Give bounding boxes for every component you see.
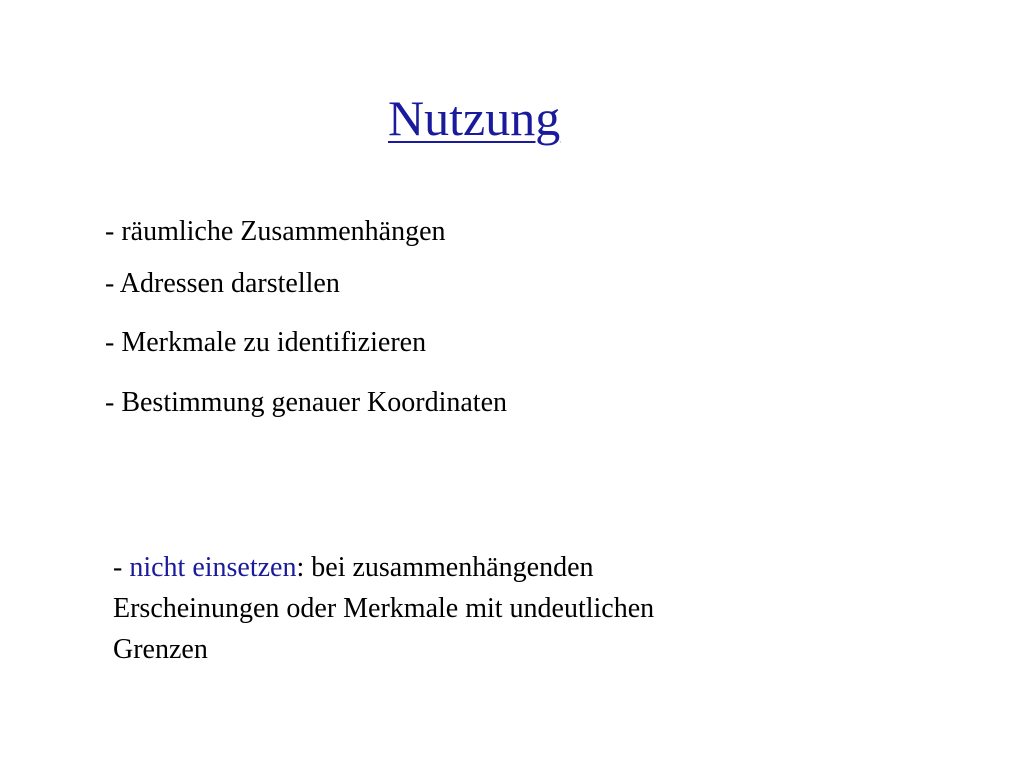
note-prefix: -: [113, 552, 130, 583]
note-line-1-rest: : bei zusammenhängenden: [296, 552, 594, 583]
note-line-3: Grenzen: [113, 634, 208, 665]
note-line-2: Erscheinungen oder Merkmale mit undeutlichen: [113, 593, 655, 624]
slide-title: Nutzung: [388, 90, 561, 146]
bullet-item: - räumliche Zusammenhängen: [105, 216, 446, 247]
note-highlight: nicht einsetzen: [129, 552, 297, 583]
bullet-item: - Merkmale zu identifizieren: [105, 327, 427, 358]
bullet-item: - Bestimmung genauer Koordinaten: [105, 387, 508, 418]
note-line-1: [113, 547, 813, 588]
limitation-note: [113, 547, 813, 670]
bullet-item: - Adressen darstellen: [105, 268, 340, 299]
